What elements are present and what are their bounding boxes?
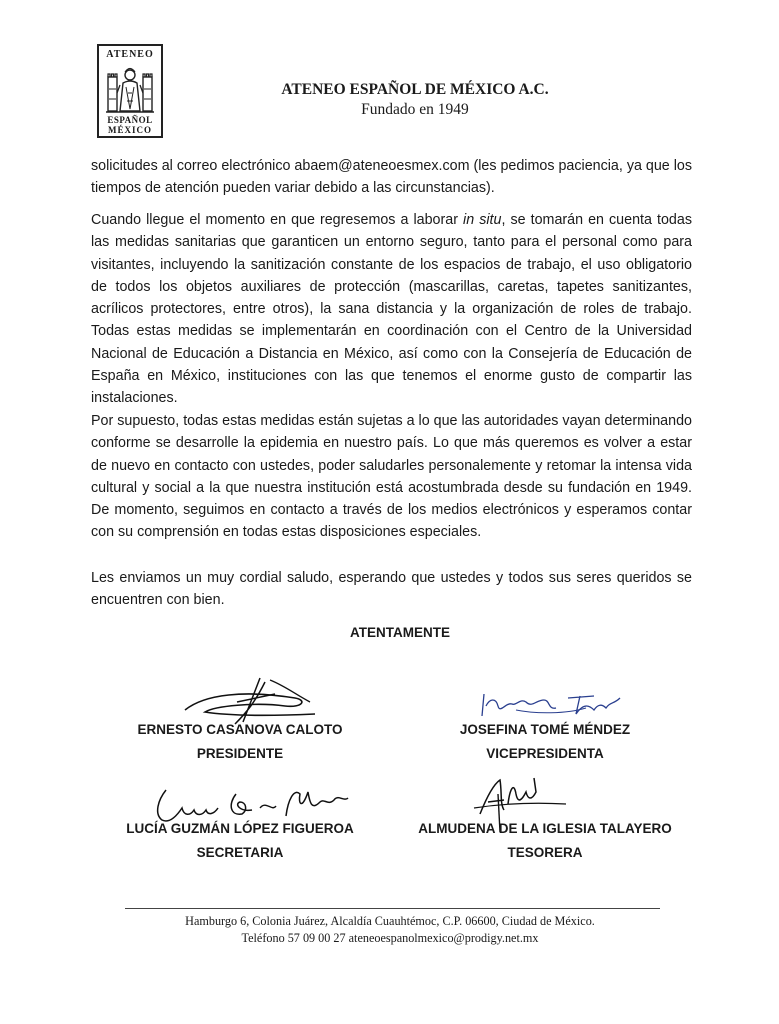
logo-top-text: ATENEO: [106, 49, 154, 60]
signatory-name-treasurer: ALMUDENA DE LA IGLESIA TALAYERO: [418, 821, 672, 836]
closing-line: ATENTAMENTE: [350, 625, 450, 640]
signatory-name-president: ERNESTO CASANOVA CALOTO: [137, 722, 343, 737]
footer-divider: [125, 908, 660, 909]
paragraph-2-start: Cuando llegue el momento en que regresemos a laborar: [91, 212, 464, 228]
footer-address: Hamburgo 6, Colonia Juárez, Alcaldía Cuauhtémoc, C.P. 06600, Ciudad de México.: [185, 914, 595, 928]
organization-name: ATENEO ESPAÑOL DE MÉXICO A.C.: [281, 81, 549, 98]
paragraph-1: solicitudes al correo electrónico abaem@ateneoesmex.com (les pedimos paciencia, ya que los tiempos de atención pueden variar debido a las circunstancias).: [91, 158, 692, 197]
footer-contact: Teléfono 57 09 00 27 ateneoespanolmexico@prodigy.net.mx: [241, 931, 539, 945]
paragraph-2: [91, 209, 692, 410]
signature-vicepresident-icon: [476, 688, 626, 722]
signatory-role-treasurer: TESORERA: [507, 845, 583, 860]
organization-founded: Fundado en 1949: [361, 101, 469, 118]
signatory-name-vicepresident: JOSEFINA TOMÉ MÉNDEZ: [459, 722, 631, 737]
paragraph-4: Les enviamos un muy cordial saludo, esperando que ustedes y todos sus seres queridos se encuentren con bien.: [91, 570, 692, 609]
signature-president-icon: [175, 672, 325, 728]
logo-bottom-text-2: MÉXICO: [108, 125, 152, 135]
ateneo-logo: [97, 44, 163, 138]
signatory-role-vicepresident: VICEPRESIDENTA: [486, 746, 604, 761]
signatory-role-secretary: SECRETARIA: [196, 845, 284, 860]
paragraph-2-italic: in situ: [463, 212, 502, 228]
signatory-name-secretary: LUCÍA GUZMÁN LÓPEZ FIGUEROA: [126, 821, 354, 836]
paragraph-2-end: , se tomarán en cuenta todas las medidas sanitarias que garanticen un entorno seguro, tanto para el personal como para visitantes, incluyendo la sanitización constante de los espacios de trabajo, el uso obligatorio de todos los objetos auxiliares de protección (mascarillas, caretas, tapetes sanitizantes, acrílicos protectores, entre otros), la sana distancia y la organización de roles de trabajo. Todas estas medidas se implementarán en coordinación con el Centro de la Universidad Nacional de Educación a Distancia en México, así como con la Consejería de Educación de España en México, instituciones con las que tenemos el enorme gusto de compartir las instalaciones.: [91, 212, 692, 407]
paragraph-3: Por supuesto, todas estas medidas están sujetas a lo que las autoridades vayan determinando conforme se desarrolle la epidemia en nuestro país. Lo que más queremos es volver a estar de nuevo en contacto con ustedes, poder saludarles personalemente y retomar la intensa vida cultural y social a la que nuestra institución está acostumbrada desde su fundación en 1949. De momento, seguimos en contacto a través de los medios electrónicos y esperamos contar con su comprensión en todas estas disposiciones especiales.: [91, 413, 692, 541]
logo-bottom-text-1: ESPAÑOL: [107, 115, 153, 125]
logo-emblem-icon: [106, 63, 154, 115]
signatory-role-president: PRESIDENTE: [196, 746, 284, 761]
